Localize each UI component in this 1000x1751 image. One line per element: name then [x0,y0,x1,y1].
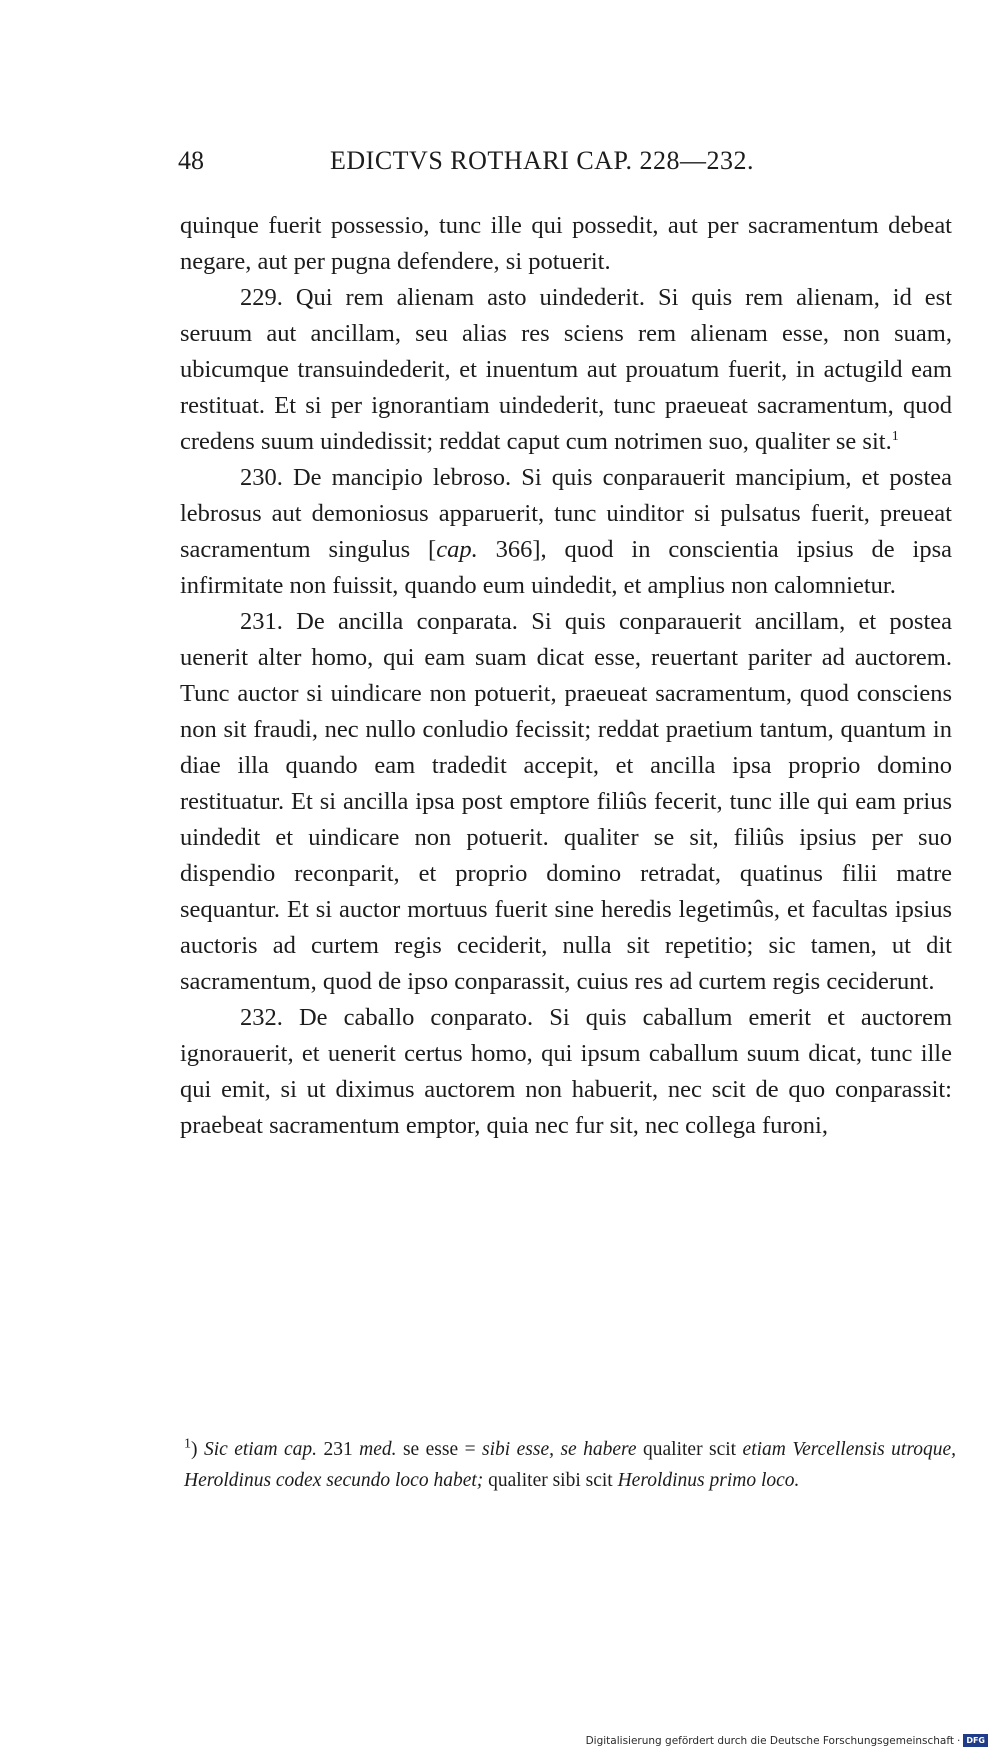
chapter-text-cont: , quod in conscientia ipsius de ipsa infirmitate non fuissit, quando eum uindedit, et amplius non calomnietur. [180,536,952,599]
chapter-title: De ancilla conparata. [296,608,518,635]
cross-reference-number: 366] [477,536,541,563]
footnote [184,1434,956,1496]
footnote-text: ) [191,1439,204,1460]
footnote-text: qualiter sibi scit [483,1470,618,1491]
chapter-title: De mancipio lebroso. [292,464,512,491]
paragraph-continuation: quinque fuerit possessio, tunc ille qui possedit, aut per sacramentum debeat negare, aut per pugna defendere, si potuerit. [180,212,952,275]
chapter-title: De caballo conparato. [298,1004,534,1031]
chapter-text: Si quis rem alienam, id est seruum aut ancillam, seu alias res sciens rem alienam esse, non suam, ubicumque transuindederit, et inuentum aut prouatum fuerit, in actugild eam restituat. Et si per ignorantiam uindederit, tunc praeueat sacramentum, quod credens suum uindedissit; reddat caput cum notrimen suo, qualiter se sit. [180,284,953,455]
footnote-italic: Sic etiam cap. [203,1439,317,1460]
footnote-number: 1 [184,1436,191,1452]
footnote-italic: etiam Vercellensis utroque, Heroldinus codex secundo loco habet; [184,1439,956,1491]
chapter-text: Si quis conparauerit mancipium, et postea lebrosus aut demoniosus apparuerit, tunc uinditor si pulsatus fuerit, preueat sacramentum singulus [ [180,464,953,563]
chapter-number: 229. [240,284,283,311]
footnote-text: se esse = [396,1439,483,1460]
chapter-229 [180,280,952,460]
chapter-number: 232. [240,1004,283,1031]
dfg-logo: DFG [963,1734,988,1747]
chapter-text: Si quis caballum emerit et auctorem ignorauerit, et uenerit certus homo, qui ipsum caballum suum dicat, tunc ille qui emit, si ut diximus auctorem non habuerit, nec scit de quo conparassit: praebeat sacramentum emptor, quia nec fur sit, nec collega furoni, [180,1004,952,1139]
footnote-italic: Heroldinus primo loco. [617,1470,800,1491]
chapter-230 [180,460,952,604]
footnote-marker: 1 [891,428,899,444]
digitization-credit: Digitalisierung gefördert durch die Deutsche Forschungsgemeinschaft · DFG [586,1734,988,1747]
footnote-italic: med. [359,1439,397,1460]
footnote-text: 231 [317,1439,360,1460]
page-number: 48 [178,146,204,175]
cross-reference-label: cap. [436,536,478,563]
chapter-text: Si quis conparauerit ancillam, et postea uenerit alter homo, qui eam suam dicat esse, reuertant pariter ad auctorem. Tunc auctor si uindicare non potuerit, praeueat sacramentum, quod consciens non sit fraudi, nec nullo conludio fecissit; reddat praetium tantum, quantum in diae illa quando eam tradedit accepit, et ancilla ipsa proprio domino restituatur. Et si ancilla ipsa post emptore filiûs fecerit, tunc ille qui eam prius uindedit et uindicare non potuerit. qualiter se sit, filiûs ipsius per suo dispendio reconparit, et proprio domino retradat, quatinus filii matre sequantur. Et si auctor mortuus fuerit sine heredis legetimûs, et facultas ipsius auctoris ad curtem regis ceciderit, nulla sit repetitio; sic tamen, ut dit sacramentum, quod de ipso conparassit, cuius res ad curtem regis ceciderunt. [180,608,953,995]
running-title: EDICTVS ROTHARI CAP. 228—232. [330,146,755,175]
chapter-number: 231. [240,608,283,635]
footnote-italic: sibi esse, se habere [482,1439,637,1460]
chapter-title: Qui rem alienam asto uindederit. [295,284,645,311]
footnote-text: qualiter scit [636,1439,743,1460]
chapter-231 [180,604,952,1000]
chapter-232 [180,1000,952,1144]
credit-text: Digitalisierung gefördert durch die Deutsche Forschungsgemeinschaft [585,1734,954,1747]
main-text [180,208,952,1144]
chapter-number: 230. [240,464,283,491]
page-header [178,144,800,178]
